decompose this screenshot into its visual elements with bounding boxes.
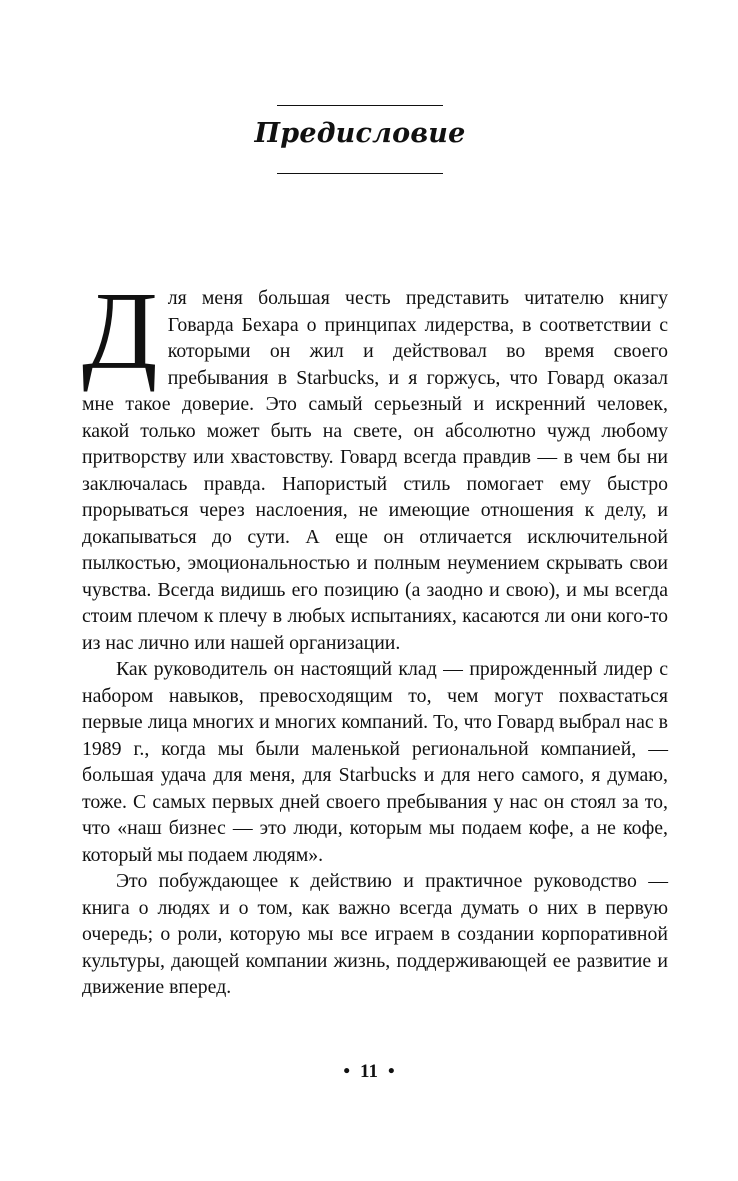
page-number-bullet-right: • xyxy=(387,1061,395,1082)
page-number xyxy=(0,1061,738,1083)
paragraph-3: Это побуждающее к действию и практичное руководство — книга о людях и о том, как важно всегда думать о них в первую очередь; о роли, которую мы все играем в создании корпоративной культуры, дающей компании жизнь, поддерживающей ее развитие и движение вперед. xyxy=(82,870,668,998)
heading-rule-bottom xyxy=(277,173,443,174)
paragraph-1-text: ля меня большая честь представить читателю книгу Говарда Бехара о принципах лидерства, в соответствии с которыми он жил и действовал во время своего пребывания в Starbucks, и я горжусь, что Говард оказал мне такое доверие. Это самый серьезный и искренний человек, какой только может быть на свете, он абсолютно чужд любому притворству или хвастовству. Говард всегда правдив — в чем бы ни заключалась правда. Напористый стиль помогает ему быстро прорываться через наслоения, не имеющие отношения к делу, и докапываться до сути. А еще он отличается исключительной пылкостью, эмоциональностью и полным неумением скрывать свои чувства. Всегда видишь его позицию (а заодно и свою), и мы всегда стоим плечом к плечу в любых испытаниях, касаются ли они кого-то из нас лично или нашей организации. xyxy=(82,287,668,654)
paragraph-1 xyxy=(82,270,668,656)
drop-cap: Д xyxy=(82,270,158,393)
page-number-value: 11 xyxy=(360,1061,378,1082)
page-number-bullet-left: • xyxy=(343,1061,351,1082)
page-title: Предисловие xyxy=(254,118,466,149)
body-text xyxy=(82,270,668,1001)
heading-rule-top xyxy=(277,105,443,106)
paragraph-2: Как руководитель он настоящий клад — прирожденный лидер с набором навыков, превосходящим то, чем могут похвастаться первые лица многих и многих компаний. То, что Говард выбрал нас в 1989 г., когда мы были маленькой региональной компанией, — большая удача для меня, для Starbucks и для него самого, я думаю, тоже. С самых первых дней своего пребывания у нас он стоял за то, что «наш бизнес — это люди, которым мы подаем кофе, а не кофе, который мы подаем людям». xyxy=(82,658,668,866)
